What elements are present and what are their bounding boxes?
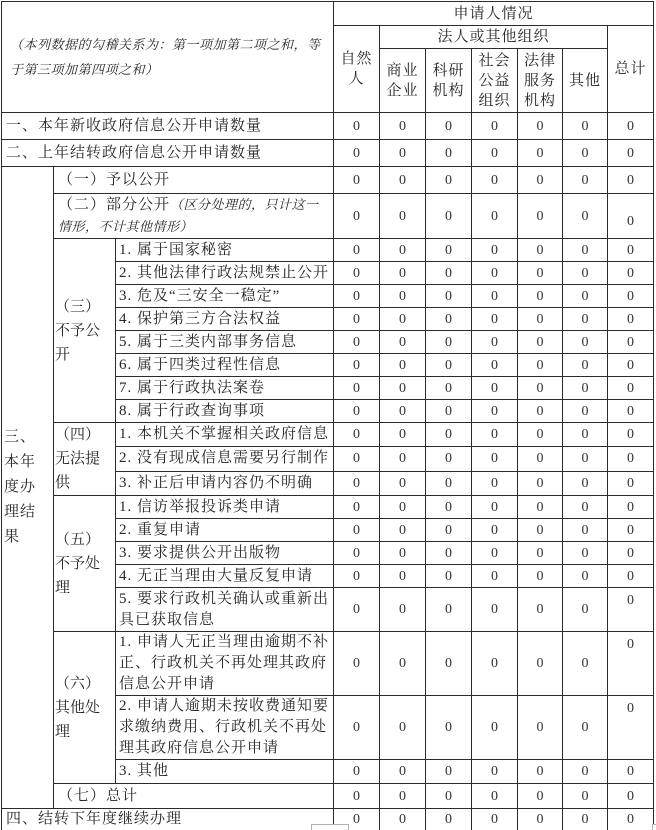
value-cell: 0 xyxy=(518,809,563,830)
clipped-next-table-fragment xyxy=(311,824,349,830)
value-cell: 0 xyxy=(334,760,380,784)
row-label-cell xyxy=(116,354,334,377)
value-cell: 0 xyxy=(380,565,426,588)
value-cell: 0 xyxy=(472,167,518,194)
reconciliation-note: （本列数据的勾稽关系为：第一项加第二项之和，等于第三项加第四项之和） xyxy=(2,2,334,113)
value-cell: 0 xyxy=(608,565,654,588)
value-cell: 0 xyxy=(518,784,563,809)
header-natural-person: 自然人 xyxy=(334,26,380,113)
value-cell: 0 xyxy=(608,331,654,354)
value-cell: 0 xyxy=(518,471,563,495)
value-cell: 0 xyxy=(472,447,518,471)
value-cell: 0 xyxy=(608,167,654,194)
value-cell: 0 xyxy=(563,588,608,632)
value-cell: 0 xyxy=(380,354,426,377)
value-cell: 0 xyxy=(334,400,380,423)
value-cell: 0 xyxy=(608,308,654,331)
row-label: （一）予以公开 xyxy=(58,171,171,188)
header-legal-service-org: 法律服务机构 xyxy=(518,49,563,113)
value-cell: 0 xyxy=(563,377,608,400)
value-cell: 0 xyxy=(608,354,654,377)
value-cell: 0 xyxy=(518,760,563,784)
value-cell: 0 xyxy=(380,113,426,140)
row-label: （七）总计 xyxy=(58,787,139,804)
value-cell: 0 xyxy=(426,140,472,167)
value-cell: 0 xyxy=(380,696,426,760)
header-other: 其他 xyxy=(563,49,608,113)
row-label-cell xyxy=(116,377,334,400)
value-cell: 0 xyxy=(426,542,472,565)
row-label: 5. 要求行政机关确认或重新出具已获取信息 xyxy=(119,590,330,628)
value-cell: 0 xyxy=(472,588,518,632)
value-cell: 0 xyxy=(426,331,472,354)
value-cell: 0 xyxy=(518,113,563,140)
value-cell: 0 xyxy=(518,588,563,632)
value-cell: 0 xyxy=(380,588,426,632)
value-cell: 0 xyxy=(472,696,518,760)
value-cell: 0 xyxy=(563,308,608,331)
value-cell: 0 xyxy=(426,471,472,495)
value-cell: 0 xyxy=(380,496,426,519)
value-cell: 0 xyxy=(563,496,608,519)
group-label-cell: （三）不予公开 xyxy=(54,239,116,423)
value-cell: 0 xyxy=(380,331,426,354)
value-cell: 0 xyxy=(563,331,608,354)
value-cell: 0 xyxy=(334,113,380,140)
value-cell: 0 xyxy=(518,239,563,262)
row-label-cell xyxy=(54,167,334,194)
value-cell: 0 xyxy=(608,400,654,423)
value-cell: 0 xyxy=(380,262,426,285)
value-cell: 0 xyxy=(334,784,380,809)
value-cell: 0 xyxy=(608,239,654,262)
value-cell: 0 xyxy=(518,565,563,588)
row-label: 8. 属于行政查询事项 xyxy=(119,402,266,419)
value-cell: 0 xyxy=(380,809,426,830)
value-cell: 0 xyxy=(472,140,518,167)
table-row xyxy=(2,140,654,167)
value-cell: 0 xyxy=(426,588,472,632)
value-cell: 0 xyxy=(334,354,380,377)
value-cell: 0 xyxy=(380,784,426,809)
value-cell: 0 xyxy=(608,447,654,471)
row-label: 1. 信访举报投诉类申请 xyxy=(119,498,282,515)
group-label-cell: （五）不予处理 xyxy=(54,496,116,632)
value-cell: 0 xyxy=(472,262,518,285)
value-cell: 0 xyxy=(426,696,472,760)
value-cell: 0 xyxy=(472,519,518,542)
value-cell: 0 xyxy=(518,285,563,308)
value-cell: 0 xyxy=(518,447,563,471)
value-cell: 0 xyxy=(518,696,563,760)
header-legal-or-other-org: 法人或其他组织 xyxy=(380,26,608,49)
value-cell: 0 xyxy=(380,447,426,471)
value-cell: 0 xyxy=(563,400,608,423)
value-cell: 0 xyxy=(518,331,563,354)
value-cell: 0 xyxy=(380,542,426,565)
header-social-welfare-org: 社会公益组织 xyxy=(472,49,518,113)
value-cell: 0 xyxy=(334,565,380,588)
value-cell: 0 xyxy=(426,239,472,262)
value-cell: 0 xyxy=(608,194,654,239)
table-row xyxy=(2,632,654,696)
value-cell: 0 xyxy=(380,285,426,308)
value-cell: 0 xyxy=(563,471,608,495)
row-label-cell xyxy=(116,331,334,354)
row-label-cell xyxy=(116,588,334,632)
row-label: 1. 申请人无正当理由逾期不补正、行政机关不再处理其政府信息公开申请 xyxy=(119,634,330,692)
value-cell: 0 xyxy=(518,140,563,167)
row-label-cell xyxy=(54,194,334,239)
table-row xyxy=(2,167,654,194)
value-cell: 0 xyxy=(563,696,608,760)
value-cell: 0 xyxy=(472,565,518,588)
value-cell: 0 xyxy=(334,632,380,696)
row-label-cell xyxy=(116,308,334,331)
value-cell: 0 xyxy=(472,377,518,400)
row-label: 2. 重复申请 xyxy=(119,521,202,538)
row-label-cell xyxy=(116,519,334,542)
value-cell: 0 xyxy=(334,308,380,331)
value-cell: 0 xyxy=(472,784,518,809)
value-cell: 0 xyxy=(518,308,563,331)
value-cell: 0 xyxy=(608,113,654,140)
header-research-institution: 科研机构 xyxy=(426,49,472,113)
row-label: 2. 其他法律行政法规禁止公开 xyxy=(119,264,330,281)
value-cell: 0 xyxy=(563,140,608,167)
value-cell: 0 xyxy=(426,632,472,696)
value-cell: 0 xyxy=(472,809,518,830)
value-cell: 0 xyxy=(334,262,380,285)
value-cell: 0 xyxy=(563,632,608,696)
value-cell: 0 xyxy=(426,400,472,423)
value-cell: 0 xyxy=(334,496,380,519)
value-cell: 0 xyxy=(426,262,472,285)
value-cell: 0 xyxy=(518,194,563,239)
value-cell: 0 xyxy=(608,809,654,830)
row-label: 一、本年新收政府信息公开申请数量 xyxy=(6,117,263,134)
value-cell: 0 xyxy=(518,519,563,542)
value-cell: 0 xyxy=(426,285,472,308)
value-cell: 0 xyxy=(334,519,380,542)
value-cell: 0 xyxy=(563,354,608,377)
value-cell: 0 xyxy=(518,632,563,696)
table-row xyxy=(2,239,654,262)
value-cell: 0 xyxy=(380,140,426,167)
header-commercial-enterprise: 商业企业 xyxy=(380,49,426,113)
value-cell: 0 xyxy=(518,354,563,377)
row-label-cell xyxy=(116,400,334,423)
value-cell: 0 xyxy=(472,285,518,308)
value-cell: 0 xyxy=(380,377,426,400)
section-label-cell: 三、本年度办理结果 xyxy=(2,167,54,809)
group-label-cell: （六）其他处理 xyxy=(54,632,116,784)
value-cell: 0 xyxy=(472,308,518,331)
row-label: 3. 补正后申请内容仍不明确 xyxy=(119,474,314,491)
value-cell: 0 xyxy=(472,423,518,447)
table-row xyxy=(2,194,654,239)
value-cell: 0 xyxy=(563,167,608,194)
value-cell: 0 xyxy=(608,140,654,167)
value-cell: 0 xyxy=(608,262,654,285)
value-cell: 0 xyxy=(380,167,426,194)
value-cell: 0 xyxy=(472,632,518,696)
value-cell: 0 xyxy=(563,760,608,784)
header-applicant-status: 申请人情况 xyxy=(334,2,654,26)
row-label-cell xyxy=(116,496,334,519)
header-total: 总计 xyxy=(608,26,654,113)
value-cell: 0 xyxy=(380,400,426,423)
value-cell: 0 xyxy=(380,760,426,784)
value-cell: 0 xyxy=(472,760,518,784)
value-cell: 0 xyxy=(608,471,654,495)
value-cell: 0 xyxy=(426,113,472,140)
value-cell: 0 xyxy=(472,542,518,565)
value-cell: 0 xyxy=(608,696,654,760)
value-cell: 0 xyxy=(426,760,472,784)
row-label-cell xyxy=(116,262,334,285)
value-cell: 0 xyxy=(518,167,563,194)
row-label-cell xyxy=(54,784,334,809)
row-label: 二、上年结转政府信息公开申请数量 xyxy=(6,144,263,161)
value-cell: 0 xyxy=(380,423,426,447)
row-label-cell xyxy=(116,285,334,308)
row-label: 4. 保护第三方合法权益 xyxy=(119,310,282,327)
value-cell: 0 xyxy=(563,194,608,239)
value-cell: 0 xyxy=(563,542,608,565)
table-row xyxy=(2,113,654,140)
row-label: 7. 属于行政执法案卷 xyxy=(119,379,266,396)
value-cell: 0 xyxy=(380,194,426,239)
row-label: 四、结转下年度继续办理 xyxy=(6,811,183,827)
value-cell: 0 xyxy=(334,140,380,167)
value-cell: 0 xyxy=(380,308,426,331)
row-label: 2. 申请人逾期未按收费通知要求缴纳费用、行政机关不再处理其政府信息公开申请 xyxy=(119,698,330,756)
value-cell: 0 xyxy=(426,308,472,331)
row-label: 5. 属于三类内部事务信息 xyxy=(119,333,298,350)
row-label-cell xyxy=(116,423,334,447)
clipped-next-table-fragment-right xyxy=(652,824,656,830)
value-cell: 0 xyxy=(334,377,380,400)
value-cell: 0 xyxy=(563,565,608,588)
value-cell: 0 xyxy=(380,519,426,542)
row-label-cell xyxy=(116,542,334,565)
row-label: 2. 没有现成信息需要另行制作 xyxy=(119,450,330,467)
value-cell: 0 xyxy=(334,423,380,447)
value-cell: 0 xyxy=(472,354,518,377)
value-cell: 0 xyxy=(563,113,608,140)
header-row-1 xyxy=(2,2,654,26)
value-cell: 0 xyxy=(608,632,654,696)
row-label-note: （区分处理的，只计这一情形，不计其他情形） xyxy=(58,197,319,234)
row-label: 6. 属于四类过程性信息 xyxy=(119,356,282,373)
value-cell: 0 xyxy=(426,423,472,447)
value-cell: 0 xyxy=(563,285,608,308)
value-cell: 0 xyxy=(334,542,380,565)
value-cell: 0 xyxy=(563,784,608,809)
value-cell: 0 xyxy=(608,423,654,447)
table-row xyxy=(2,784,654,809)
value-cell: 0 xyxy=(380,471,426,495)
value-cell: 0 xyxy=(426,809,472,830)
value-cell: 0 xyxy=(563,447,608,471)
value-cell: 0 xyxy=(472,400,518,423)
value-cell: 0 xyxy=(380,239,426,262)
value-cell: 0 xyxy=(608,542,654,565)
value-cell: 0 xyxy=(518,542,563,565)
table-row xyxy=(2,423,654,447)
group-label-cell: （四）无法提供 xyxy=(54,423,116,496)
table-row xyxy=(2,496,654,519)
value-cell: 0 xyxy=(608,760,654,784)
value-cell: 0 xyxy=(608,588,654,632)
value-cell: 0 xyxy=(426,354,472,377)
value-cell: 0 xyxy=(563,423,608,447)
value-cell: 0 xyxy=(426,519,472,542)
row-label-cell xyxy=(116,565,334,588)
row-label: 3. 其他 xyxy=(119,763,170,779)
row-label: 1. 属于国家秘密 xyxy=(119,241,234,258)
row-label-cell xyxy=(116,696,334,760)
value-cell: 0 xyxy=(518,423,563,447)
row-label: 3. 要求提供公开出版物 xyxy=(119,544,282,561)
value-cell: 0 xyxy=(608,285,654,308)
row-label: 3. 危及“三安全一稳定” xyxy=(119,287,281,304)
value-cell: 0 xyxy=(608,496,654,519)
value-cell: 0 xyxy=(472,331,518,354)
value-cell: 0 xyxy=(426,377,472,400)
value-cell: 0 xyxy=(563,262,608,285)
row-label-cell xyxy=(2,140,334,167)
value-cell: 0 xyxy=(334,471,380,495)
row-label-cell xyxy=(2,113,334,140)
value-cell: 0 xyxy=(334,588,380,632)
info-disclosure-table xyxy=(1,1,654,830)
value-cell: 0 xyxy=(563,519,608,542)
value-cell: 0 xyxy=(426,784,472,809)
value-cell: 0 xyxy=(334,696,380,760)
value-cell: 0 xyxy=(563,239,608,262)
value-cell: 0 xyxy=(563,809,608,830)
value-cell: 0 xyxy=(518,262,563,285)
value-cell: 0 xyxy=(426,167,472,194)
value-cell: 0 xyxy=(426,194,472,239)
row-label: 4. 无正当理由大量反复申请 xyxy=(119,567,314,584)
value-cell: 0 xyxy=(472,471,518,495)
value-cell: 0 xyxy=(472,496,518,519)
value-cell: 0 xyxy=(334,447,380,471)
row-label-cell xyxy=(116,239,334,262)
row-label-cell xyxy=(116,760,334,784)
row-label-cell xyxy=(116,447,334,471)
row-label-cell xyxy=(116,471,334,495)
value-cell: 0 xyxy=(426,565,472,588)
value-cell: 0 xyxy=(518,400,563,423)
row-label-cell xyxy=(2,809,334,830)
row-label: 1. 本机关不掌握相关政府信息 xyxy=(119,426,330,443)
value-cell: 0 xyxy=(472,113,518,140)
value-cell: 0 xyxy=(334,809,380,830)
row-label-cell xyxy=(116,632,334,696)
value-cell: 0 xyxy=(608,377,654,400)
row-label: （二）部分公开 xyxy=(58,197,171,213)
value-cell: 0 xyxy=(518,496,563,519)
value-cell: 0 xyxy=(472,239,518,262)
value-cell: 0 xyxy=(334,194,380,239)
value-cell: 0 xyxy=(608,784,654,809)
value-cell: 0 xyxy=(334,167,380,194)
value-cell: 0 xyxy=(334,331,380,354)
value-cell: 0 xyxy=(472,194,518,239)
value-cell: 0 xyxy=(518,377,563,400)
value-cell: 0 xyxy=(426,496,472,519)
value-cell: 0 xyxy=(334,285,380,308)
value-cell: 0 xyxy=(334,239,380,262)
value-cell: 0 xyxy=(380,632,426,696)
value-cell: 0 xyxy=(608,519,654,542)
value-cell: 0 xyxy=(426,447,472,471)
